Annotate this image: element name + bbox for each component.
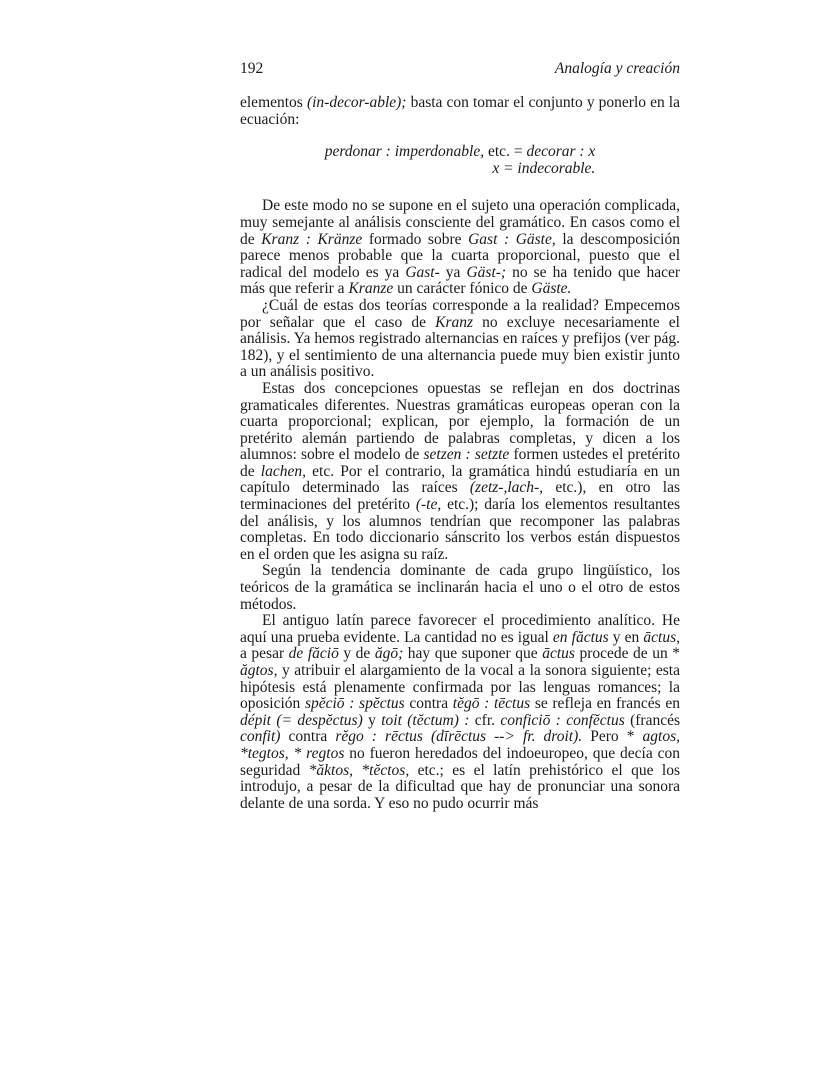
page-body <box>240 95 680 812</box>
paragraph <box>240 198 680 298</box>
page-number: 192 <box>240 60 264 77</box>
text-run: Estas dos concepciones opuestas se reflejan en dos doctrinas gramaticales diferentes. Nuestras gramáticas europeas operan con la cuarta proporcional; explican, por ejemplo, la formación de un pretérito alemán partiendo de palabras completas, y dicen a los alumnos: sobre el modelo de <box>240 379 680 464</box>
italic-text-run: ăgō; <box>374 645 404 663</box>
text-run: contra <box>280 728 336 746</box>
italic-text-run: *ăktos, *tĕctos, <box>308 761 410 779</box>
italic-text-run: de făciō <box>288 645 339 663</box>
text-run: Según la tendencia dominante de cada grupo lingüístico, los teóricos de la gramática se inclinarán hacia el uno o el otro de estos métodos. <box>240 562 680 613</box>
equation-line <box>325 144 596 161</box>
text-run: la descomposición parece menos probable que la cuarta proporcional, puesto que el radical del modelo es ya <box>240 230 680 281</box>
text-run: no fueron heredados del indoeuropeo, que decía con seguridad <box>240 744 681 779</box>
text-run: ¿Cuál de estas dos teorías corresponde a la realidad? Empecemos por señalar que el caso de <box>240 296 680 331</box>
paragraph <box>240 563 680 613</box>
paragraph <box>240 381 680 564</box>
italic-text-run: confit) <box>240 728 281 746</box>
italic-text-run: agtos, *tegtos, * regtos <box>240 728 680 762</box>
italic-text-run: āctus <box>542 645 575 663</box>
text-run: etc.); daría los elementos resultantes del análisis, y los alumnos tendrían que recomponer las palabras completas. En todo diccionario sánscrito los verbos están dispuestos en el orden que les asigna su raíz. <box>240 496 680 563</box>
italic-text-run: spĕciō : spĕctus <box>304 695 405 713</box>
text-run: y en <box>608 628 644 646</box>
italic-text-run: perdonar : imperdonable, <box>324 143 485 161</box>
italic-text-run: Gäste. <box>531 280 572 298</box>
italic-text-run: (in-decor-able); <box>306 94 407 111</box>
page-header <box>240 60 680 77</box>
text-run: etc. = <box>484 143 527 161</box>
italic-text-run: (zetz-,lach-, <box>469 479 544 497</box>
text-run: Pero * <box>582 728 643 746</box>
text-run: El antiguo latín parece favorecer el procedimiento analítico. He aquí una prueba evidente. La cantidad no es igual <box>240 612 680 646</box>
text-run: etc.), en otro las terminaciones del pretérito <box>240 479 680 514</box>
text-run: no excluye necesariamente el análisis. Ya hemos registrado alternancias en raíces y prefijos (ver pág. 182), y el sentimiento de una alternancia puede muy bien existir junto a un análisis positivo. <box>240 313 680 381</box>
text-run: basta con tomar el conjunto y ponerlo en la ecuación: <box>240 94 680 128</box>
text-run: elementos <box>240 94 307 111</box>
text-run: formen ustedes el pretérito de <box>240 446 680 480</box>
text-run: procede de un * <box>574 645 680 663</box>
equation-line <box>325 161 596 178</box>
text-run: a pesar <box>240 645 289 663</box>
italic-text-run: Gast- <box>405 263 440 281</box>
italic-text-run: āctus, <box>643 628 681 646</box>
text-run: ya <box>439 263 467 281</box>
paragraph <box>240 95 680 128</box>
italic-text-run: dépit (= despĕctus) <box>240 711 363 729</box>
italic-text-run: ăgtos, <box>240 662 278 679</box>
italic-text-run: setzen : setzte <box>423 446 510 464</box>
italic-text-run: Gast : Gäste, <box>468 230 556 248</box>
italic-text-run: rĕgo : rēctus (dīrēctus --> fr. droit). <box>335 728 583 746</box>
italic-text-run: en făctus <box>552 628 609 646</box>
text-run: contra <box>404 695 453 713</box>
italic-text-run: x = indecorable. <box>492 159 596 177</box>
paragraph <box>240 613 680 812</box>
text-run: De este modo no se supone en el sujeto una operación complicada, muy semejante al análisis consciente del gramático. En casos como el de <box>240 197 680 248</box>
text-run: formado sobre <box>362 230 469 248</box>
italic-text-run: decorar : x <box>526 143 596 161</box>
italic-text-run: toit (tĕctum) : <box>381 711 470 729</box>
text-run: etc. Por el contrario, la gramática hindú estudiaría en un capítulo determinado las raíces <box>240 462 681 497</box>
italic-text-run: tĕgō : tēctus <box>452 695 531 713</box>
text-run: se refleja en francés en <box>530 695 680 713</box>
text-run: y atribuir el alargamiento de la vocal a la sonora siguiente; esta hipótesis está plenamente confirmada por las lenguas romances; la oposición <box>240 662 680 713</box>
running-title: Analogía y creación <box>554 60 680 77</box>
paragraph <box>240 298 680 381</box>
text-run: cfr. <box>469 711 501 729</box>
italic-text-run: conficiō : confĕctus <box>500 711 625 729</box>
italic-text-run: Gäst-; <box>466 263 507 281</box>
text-run: y <box>362 711 382 729</box>
text-run: hay que suponer que <box>403 645 543 663</box>
italic-text-run: Kranz : Kränze <box>261 230 363 248</box>
text-run: etc.; es el latín prehistórico el que los introdujo, a pesar de la dificultad que hay de pronunciar una sonora delante de una sorda. Y eso no pudo ocurrir más <box>240 761 680 812</box>
italic-text-run: Kranz <box>435 313 474 331</box>
text-run: (francés <box>624 711 680 729</box>
italic-text-run: (-te, <box>415 496 442 514</box>
italic-text-run: Kranze <box>348 280 394 298</box>
text-run: y de <box>338 645 375 663</box>
italic-text-run: lachen, <box>260 462 306 480</box>
text-run: un carácter fónico de <box>393 280 532 298</box>
text-run: no se ha tenido que hacer más que referir a <box>240 263 680 298</box>
equation <box>325 144 596 177</box>
